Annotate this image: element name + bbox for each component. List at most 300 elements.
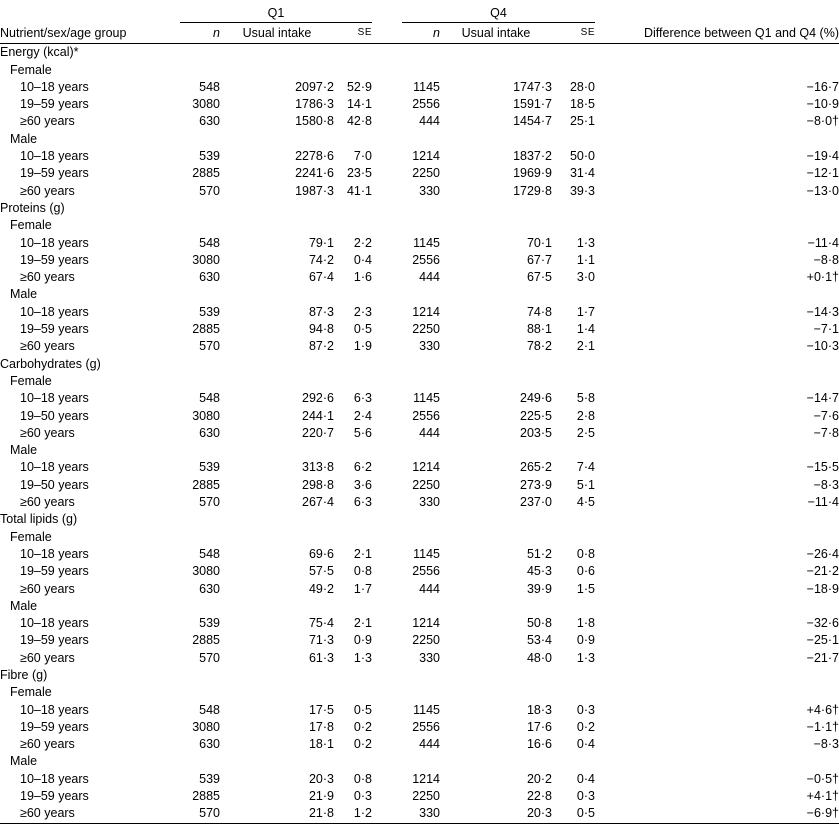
empty-cell bbox=[595, 217, 839, 234]
empty-cell bbox=[372, 511, 402, 528]
empty-cell bbox=[160, 615, 180, 632]
q4-usual-intake-cell: 1454·7 bbox=[513, 114, 552, 129]
empty-cell bbox=[595, 200, 839, 217]
empty-cell bbox=[372, 598, 402, 615]
q4-n-cell: 1214 bbox=[412, 460, 440, 475]
age-group-label: 19–59 years bbox=[20, 564, 89, 579]
q4-usual-intake-cell: 18·3 bbox=[526, 702, 552, 717]
empty-cell bbox=[160, 286, 180, 303]
empty-cell bbox=[440, 442, 552, 459]
table-row bbox=[0, 546, 839, 563]
q1-usual-intake-cell: 267·4 bbox=[302, 495, 334, 510]
empty-cell bbox=[334, 200, 372, 217]
age-group-label: ≥60 years bbox=[20, 114, 75, 129]
q1-se-cell: 0·2 bbox=[353, 719, 372, 734]
empty-cell bbox=[220, 217, 334, 234]
empty-cell bbox=[180, 356, 220, 373]
q1-usual-intake-cell: 87·2 bbox=[308, 339, 334, 354]
empty-cell bbox=[595, 529, 839, 546]
q4-se-cell: 1·7 bbox=[576, 304, 595, 319]
empty-cell bbox=[552, 217, 595, 234]
empty-cell bbox=[440, 684, 552, 701]
q4-usual-intake-cell: 1837·2 bbox=[513, 149, 552, 164]
q4-se-cell: 2·5 bbox=[576, 425, 595, 440]
difference-cell: +4·1† bbox=[806, 789, 839, 804]
q1-n-cell: 570 bbox=[199, 339, 220, 354]
sex-label: Female bbox=[10, 218, 52, 233]
empty-cell bbox=[402, 753, 440, 770]
empty-cell bbox=[160, 563, 180, 580]
difference-cell: −7·8 bbox=[813, 425, 839, 440]
empty-cell bbox=[372, 338, 402, 355]
empty-cell bbox=[552, 667, 595, 684]
empty-cell bbox=[220, 511, 334, 528]
empty-cell bbox=[552, 286, 595, 303]
empty-cell bbox=[372, 183, 402, 200]
q4-n-cell: 444 bbox=[419, 581, 440, 596]
empty-cell bbox=[160, 304, 180, 321]
empty-cell bbox=[160, 62, 180, 79]
empty-cell bbox=[552, 373, 595, 390]
q4-se-cell: 7·4 bbox=[576, 460, 595, 475]
q4-se-cell: 1·5 bbox=[576, 581, 595, 596]
empty-cell bbox=[160, 459, 180, 476]
q1-header: Q1 bbox=[180, 5, 372, 23]
sex-label: Male bbox=[10, 754, 38, 769]
q4-usual-intake-cell: 203·5 bbox=[520, 425, 552, 440]
empty-cell bbox=[552, 684, 595, 701]
empty-cell bbox=[180, 442, 220, 459]
age-group-label: 19–59 years bbox=[20, 97, 89, 112]
q4-n-cell: 2556 bbox=[412, 97, 440, 112]
age-group-label: ≥60 years bbox=[20, 650, 75, 665]
q1-se-cell: 7·0 bbox=[353, 149, 372, 164]
empty-cell bbox=[160, 632, 180, 649]
empty-cell bbox=[552, 598, 595, 615]
table-row bbox=[0, 148, 839, 165]
empty-cell bbox=[552, 62, 595, 79]
empty-cell bbox=[372, 390, 402, 407]
q1-usual-intake-cell: 67·4 bbox=[308, 270, 334, 285]
empty-cell bbox=[160, 581, 180, 598]
q1-usual-intake-cell: 75·4 bbox=[308, 616, 334, 631]
age-group-label: 10–18 years bbox=[20, 304, 89, 319]
empty-cell bbox=[372, 650, 402, 667]
difference-cell: +0·1† bbox=[806, 270, 839, 285]
q1-n-cell: 3080 bbox=[192, 719, 220, 734]
empty-cell bbox=[372, 321, 402, 338]
empty-cell bbox=[440, 598, 552, 615]
q4-se-cell: 0·8 bbox=[576, 546, 595, 561]
empty-cell bbox=[372, 702, 402, 719]
sex-label: Female bbox=[10, 62, 52, 77]
table-row bbox=[0, 805, 839, 823]
sex-label: Male bbox=[10, 598, 38, 613]
difference-cell: −8·0† bbox=[806, 114, 839, 129]
empty-cell bbox=[334, 511, 372, 528]
q1-se-cell: 1·9 bbox=[353, 339, 372, 354]
empty-cell bbox=[372, 200, 402, 217]
table-row bbox=[0, 581, 839, 598]
empty-cell bbox=[372, 753, 402, 770]
empty-cell bbox=[372, 408, 402, 425]
q4-se-cell: 1·3 bbox=[576, 650, 595, 665]
group-header-row bbox=[0, 5, 839, 23]
table-row bbox=[0, 632, 839, 649]
empty-cell bbox=[595, 286, 839, 303]
q4-se-cell: 5·1 bbox=[576, 477, 595, 492]
empty-cell bbox=[334, 286, 372, 303]
sex-row bbox=[0, 598, 839, 615]
q4-se-cell: 0·4 bbox=[576, 771, 595, 786]
empty-cell bbox=[334, 373, 372, 390]
difference-cell: −8·8 bbox=[813, 252, 839, 267]
empty-cell bbox=[440, 373, 552, 390]
q4-n-cell: 1214 bbox=[412, 304, 440, 319]
q1-n-cell: 3080 bbox=[192, 564, 220, 579]
table-row bbox=[0, 252, 839, 269]
q1-se-cell: 1·6 bbox=[353, 270, 372, 285]
q4-n-cell: 1145 bbox=[413, 79, 440, 94]
empty-cell bbox=[552, 131, 595, 148]
age-group-label: ≥60 years bbox=[20, 581, 75, 596]
q4-n-cell: 1214 bbox=[412, 149, 440, 164]
sex-label: Female bbox=[10, 529, 52, 544]
q4-usual-intake-cell: 249·6 bbox=[520, 391, 552, 406]
empty-cell bbox=[595, 356, 839, 373]
q1-usual-intake-cell: 61·3 bbox=[308, 650, 334, 665]
q4-usual-intake-cell: 70·1 bbox=[526, 235, 552, 250]
empty-cell bbox=[334, 44, 372, 62]
empty-cell bbox=[372, 615, 402, 632]
q4-usual-intake-cell: 39·9 bbox=[526, 581, 552, 596]
empty-cell bbox=[160, 529, 180, 546]
q1-n-cell: 570 bbox=[180, 805, 220, 823]
q4-se-cell: 0·6 bbox=[576, 564, 595, 579]
empty-cell bbox=[180, 598, 220, 615]
empty-cell bbox=[402, 511, 440, 528]
q4-se-cell: 1·3 bbox=[576, 235, 595, 250]
empty-cell bbox=[402, 356, 440, 373]
q1-n-cell: 539 bbox=[199, 304, 220, 319]
sex-row bbox=[0, 62, 839, 79]
q4-n-cell: 2556 bbox=[412, 252, 440, 267]
q4-n-cell: 2556 bbox=[412, 408, 440, 423]
age-group-label: 10–18 years bbox=[20, 391, 89, 406]
table-row bbox=[0, 390, 839, 407]
empty-cell bbox=[160, 511, 180, 528]
empty-cell bbox=[402, 217, 440, 234]
empty-cell bbox=[372, 148, 402, 165]
empty-cell bbox=[372, 44, 402, 62]
empty-cell bbox=[160, 338, 180, 355]
q4-n-cell: 330 bbox=[419, 339, 440, 354]
q4-usual-intake-cell: 16·6 bbox=[526, 737, 552, 752]
table-row bbox=[0, 494, 839, 511]
empty-cell bbox=[334, 217, 372, 234]
age-group-label: 19–59 years bbox=[20, 322, 89, 337]
difference-cell: −7·6 bbox=[813, 408, 839, 423]
empty-cell bbox=[372, 165, 402, 182]
q1-usual-intake-cell: 17·5 bbox=[308, 702, 334, 717]
empty-cell bbox=[160, 477, 180, 494]
table-row bbox=[0, 321, 839, 338]
empty-cell bbox=[220, 529, 334, 546]
q1-usual-intake-header: Usual intake bbox=[220, 23, 334, 44]
q4-se-cell: 50·0 bbox=[569, 149, 595, 164]
q4-n-cell: 444 bbox=[419, 425, 440, 440]
empty-cell bbox=[180, 44, 220, 62]
empty-cell bbox=[160, 702, 180, 719]
empty-cell bbox=[160, 321, 180, 338]
q4-n-cell: 444 bbox=[419, 114, 440, 129]
age-group-label: ≥60 years bbox=[20, 495, 75, 510]
empty-cell bbox=[402, 667, 440, 684]
q4-usual-intake-cell: 225·5 bbox=[520, 408, 552, 423]
empty-cell bbox=[220, 667, 334, 684]
empty-cell bbox=[372, 771, 402, 788]
difference-cell: −11·4 bbox=[807, 495, 839, 510]
q1-n-cell: 630 bbox=[199, 114, 220, 129]
empty-cell bbox=[595, 62, 839, 79]
q4-n-header: n bbox=[402, 23, 440, 44]
empty-cell bbox=[160, 356, 180, 373]
q4-se-cell: 31·4 bbox=[569, 166, 595, 181]
q1-usual-intake-cell: 94·8 bbox=[308, 322, 334, 337]
empty-cell bbox=[160, 373, 180, 390]
empty-cell bbox=[160, 667, 180, 684]
q4-usual-intake-cell: 273·9 bbox=[520, 477, 552, 492]
empty-cell bbox=[595, 667, 839, 684]
q4-usual-intake-cell: 20·2 bbox=[526, 771, 552, 786]
q4-se-cell: 1·4 bbox=[576, 322, 595, 337]
empty-cell bbox=[160, 408, 180, 425]
q1-usual-intake-cell: 1580·8 bbox=[295, 114, 334, 129]
q4-n-cell: 1145 bbox=[413, 702, 440, 717]
empty-cell bbox=[440, 131, 552, 148]
q1-se-cell: 2·2 bbox=[353, 235, 372, 250]
empty-cell bbox=[372, 252, 402, 269]
empty-cell bbox=[180, 529, 220, 546]
empty-cell bbox=[334, 598, 372, 615]
q4-se-cell: 1·1 bbox=[576, 252, 595, 267]
empty-cell bbox=[160, 736, 180, 753]
empty-cell bbox=[372, 96, 402, 113]
empty-cell bbox=[552, 442, 595, 459]
q4-header: Q4 bbox=[402, 5, 595, 23]
q4-n-cell: 1214 bbox=[412, 616, 440, 631]
q4-se-cell: 0·3 bbox=[576, 789, 595, 804]
nutrient-row bbox=[0, 511, 839, 528]
q1-usual-intake-cell: 244·1 bbox=[302, 408, 334, 423]
q1-n-cell: 539 bbox=[199, 616, 220, 631]
table-row bbox=[0, 408, 839, 425]
label-column-header: Nutrient/sex/age group bbox=[0, 23, 160, 44]
age-group-label: ≥60 years bbox=[20, 425, 75, 440]
empty-cell bbox=[334, 356, 372, 373]
empty-cell bbox=[160, 165, 180, 182]
age-group-label: ≥60 years bbox=[0, 805, 160, 823]
difference-header: Difference between Q1 and Q4 (%) bbox=[595, 23, 839, 44]
empty-cell bbox=[180, 511, 220, 528]
q1-n-cell: 548 bbox=[199, 235, 220, 250]
table-row bbox=[0, 563, 839, 580]
empty-cell bbox=[402, 131, 440, 148]
empty-cell bbox=[372, 529, 402, 546]
sex-row bbox=[0, 217, 839, 234]
empty-cell bbox=[160, 44, 180, 62]
empty-cell bbox=[180, 667, 220, 684]
q1-usual-intake-cell: 298·8 bbox=[302, 477, 334, 492]
empty-cell bbox=[220, 442, 334, 459]
q1-usual-intake-cell: 71·3 bbox=[308, 633, 334, 648]
empty-cell bbox=[372, 269, 402, 286]
q4-n-cell: 330 bbox=[419, 650, 440, 665]
q4-n-cell: 330 bbox=[419, 495, 440, 510]
empty-cell bbox=[372, 736, 402, 753]
empty-cell bbox=[372, 632, 402, 649]
q1-se-cell: 0·5 bbox=[353, 322, 372, 337]
sex-label: Male bbox=[10, 443, 38, 458]
q1-n-cell: 2885 bbox=[192, 322, 220, 337]
q1-se-cell: 5·6 bbox=[353, 425, 372, 440]
difference-cell: −13·0 bbox=[806, 183, 839, 198]
empty-cell bbox=[440, 529, 552, 546]
nutrient-label: Carbohydrates (g) bbox=[0, 356, 101, 371]
q4-usual-intake-cell: 1747·3 bbox=[513, 79, 552, 94]
q1-se-cell: 0·8 bbox=[353, 771, 372, 786]
nutrient-label: Total lipids (g) bbox=[0, 512, 78, 527]
empty-cell bbox=[220, 373, 334, 390]
table-row bbox=[0, 183, 839, 200]
empty-cell bbox=[160, 183, 180, 200]
q1-se-cell: 0·3 bbox=[353, 789, 372, 804]
q4-usual-intake-cell: 20·3 bbox=[440, 805, 552, 823]
age-group-label: 10–18 years bbox=[20, 771, 89, 786]
age-group-label: 10–18 years bbox=[20, 702, 89, 717]
empty-cell bbox=[220, 200, 334, 217]
table-row bbox=[0, 96, 839, 113]
difference-cell: −14·7 bbox=[806, 391, 839, 406]
age-group-label: ≥60 years bbox=[20, 339, 75, 354]
q4-n-cell: 330 bbox=[419, 183, 440, 198]
empty-cell bbox=[160, 598, 180, 615]
q1-usual-intake-cell: 21·9 bbox=[308, 789, 334, 804]
q1-n-cell: 2885 bbox=[192, 166, 220, 181]
empty-cell bbox=[160, 442, 180, 459]
q4-usual-intake-cell: 48·0 bbox=[526, 650, 552, 665]
empty-cell bbox=[372, 805, 402, 823]
difference-cell: +4·6† bbox=[806, 702, 839, 717]
empty-cell bbox=[220, 356, 334, 373]
empty-cell bbox=[372, 131, 402, 148]
q1-usual-intake-cell: 87·3 bbox=[308, 304, 334, 319]
empty-cell bbox=[180, 753, 220, 770]
sex-label: Male bbox=[10, 131, 38, 146]
q4-usual-intake-cell: 1729·8 bbox=[513, 183, 552, 198]
empty-cell bbox=[180, 62, 220, 79]
empty-cell bbox=[220, 684, 334, 701]
empty-cell bbox=[595, 373, 839, 390]
table-row bbox=[0, 165, 839, 182]
q1-se-cell: 1·3 bbox=[353, 650, 372, 665]
q1-usual-intake-cell: 49·2 bbox=[308, 581, 334, 596]
difference-cell: −15·5 bbox=[806, 460, 839, 475]
table-row bbox=[0, 235, 839, 252]
empty-cell bbox=[160, 131, 180, 148]
empty-cell bbox=[334, 753, 372, 770]
empty-cell bbox=[595, 511, 839, 528]
q4-usual-intake-cell: 237·0 bbox=[520, 495, 552, 510]
difference-cell: −7·1 bbox=[813, 322, 839, 337]
q1-se-cell: 0·8 bbox=[353, 564, 372, 579]
column-header-row bbox=[0, 23, 839, 44]
table-row bbox=[0, 650, 839, 667]
empty-cell bbox=[220, 44, 334, 62]
q4-se-cell: 0·9 bbox=[576, 633, 595, 648]
empty-cell bbox=[180, 373, 220, 390]
q1-n-cell: 539 bbox=[199, 460, 220, 475]
nutrient-label: Proteins (g) bbox=[0, 200, 65, 215]
sex-label: Female bbox=[10, 373, 52, 388]
q1-n-cell: 630 bbox=[199, 270, 220, 285]
table-body bbox=[0, 44, 839, 823]
difference-cell: −14·3 bbox=[806, 304, 839, 319]
nutrient-row bbox=[0, 667, 839, 684]
q1-n-cell: 3080 bbox=[192, 97, 220, 112]
difference-cell: −32·6 bbox=[806, 616, 839, 631]
q4-se-cell: 25·1 bbox=[569, 114, 595, 129]
empty-cell bbox=[372, 684, 402, 701]
empty-cell bbox=[160, 235, 180, 252]
table-row bbox=[0, 269, 839, 286]
empty-cell bbox=[220, 753, 334, 770]
q1-n-cell: 2885 bbox=[192, 633, 220, 648]
q4-usual-intake-cell: 17·6 bbox=[526, 719, 552, 734]
sex-row bbox=[0, 529, 839, 546]
empty-cell bbox=[372, 286, 402, 303]
empty-cell bbox=[372, 788, 402, 805]
empty-cell bbox=[595, 753, 839, 770]
q1-se-cell: 6·3 bbox=[353, 391, 372, 406]
q1-n-cell: 570 bbox=[199, 495, 220, 510]
nutrient-label: Fibre (g) bbox=[0, 667, 48, 682]
empty-cell bbox=[160, 148, 180, 165]
q1-n-cell: 630 bbox=[199, 581, 220, 596]
age-group-label: 10–18 years bbox=[20, 546, 89, 561]
difference-cell: −26·4 bbox=[806, 546, 839, 561]
empty-cell bbox=[372, 373, 402, 390]
empty-cell bbox=[372, 62, 402, 79]
empty-cell bbox=[160, 719, 180, 736]
q1-n-cell: 548 bbox=[199, 546, 220, 561]
q4-n-cell: 444 bbox=[419, 737, 440, 752]
empty-cell bbox=[160, 805, 180, 823]
q4-n-cell: 2556 bbox=[412, 719, 440, 734]
empty-cell bbox=[160, 650, 180, 667]
q1-se-cell: 0·4 bbox=[353, 252, 372, 267]
q1-usual-intake-cell: 79·1 bbox=[308, 235, 334, 250]
difference-cell: −12·1 bbox=[806, 166, 839, 181]
empty-cell bbox=[180, 684, 220, 701]
difference-cell: −19·4 bbox=[806, 149, 839, 164]
empty-cell bbox=[334, 131, 372, 148]
difference-cell: −21·7 bbox=[806, 650, 839, 665]
q4-se-cell: 2·8 bbox=[576, 408, 595, 423]
nutrient-label: Energy (kcal)* bbox=[0, 45, 79, 60]
table-row bbox=[0, 477, 839, 494]
q1-se-cell: 1·7 bbox=[353, 581, 372, 596]
